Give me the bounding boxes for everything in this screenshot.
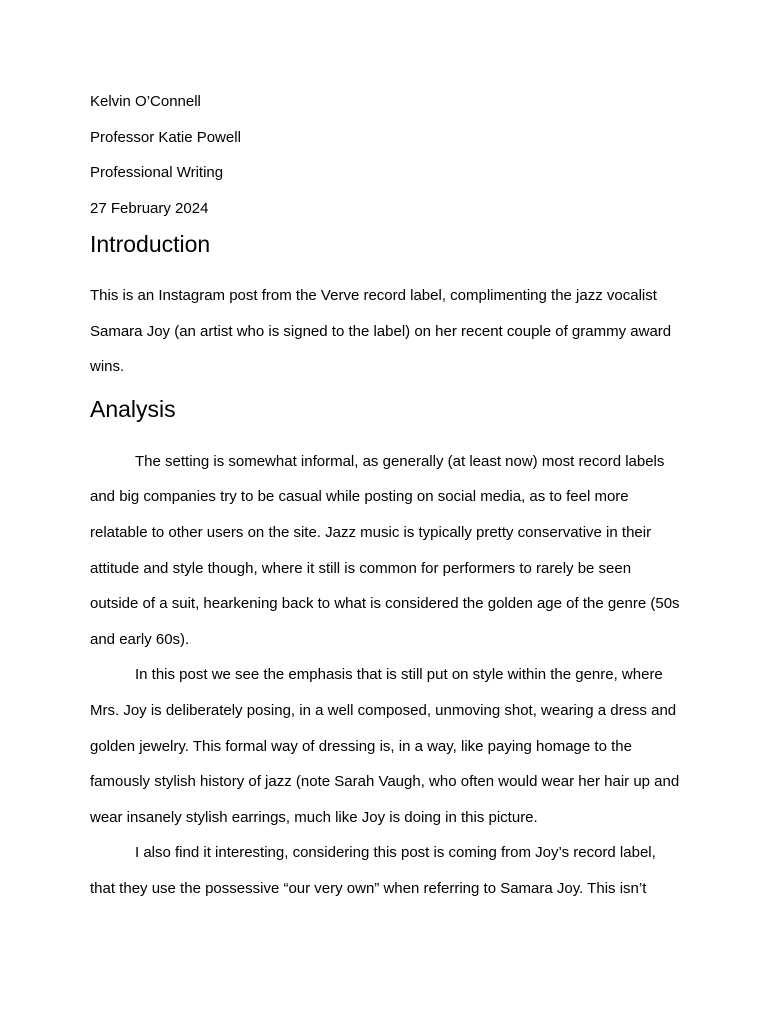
analysis-paragraph-2: In this post we see the emphasis that is still put on style within the genre, where Mrs. Joy is deliberately posing, in a well composed, unmoving shot, wearing a dress and golden jewelry. This formal way of dressing is, in a way, like paying homage to the famously stylish history of jazz (note Sarah Vaugh, who often would wear her hair up and wear insanely stylish earrings, much like Joy is doing in this picture. bbox=[90, 666, 680, 826]
introduction-paragraph: This is an Instagram post from the Verve record label, complimenting the jazz vocalist Samara Joy (an artist who is signed to the label) on her recent couple of grammy award wins. bbox=[90, 287, 672, 376]
document-page bbox=[90, 90, 680, 907]
analysis-paragraph-3: I also find it interesting, considering this post is coming from Joy’s record label, that they use the possessive “our very own” when referring to Samara Joy. This isn’t bbox=[90, 844, 656, 897]
analysis-heading: Analysis bbox=[90, 395, 176, 422]
professor-name: Professor Katie Powell bbox=[90, 128, 241, 146]
author-name: Kelvin O’Connell bbox=[90, 93, 201, 110]
document-date: 27 February 2024 bbox=[90, 199, 209, 217]
introduction-heading: Introduction bbox=[90, 231, 211, 257]
analysis-paragraph-1: The setting is somewhat informal, as generally (at least now) most record labels and big companies try to be casual while posting on social media, as to feel more relatable to other users on the site. Jazz music is typically pretty conservative in their attitude and style though, where it still is common for performers to rarely be seen outside of a suit, hearkening back to what is considered the golden age of the genre (50s and early 60s). bbox=[90, 452, 680, 648]
course-name: Professional Writing bbox=[90, 164, 224, 181]
